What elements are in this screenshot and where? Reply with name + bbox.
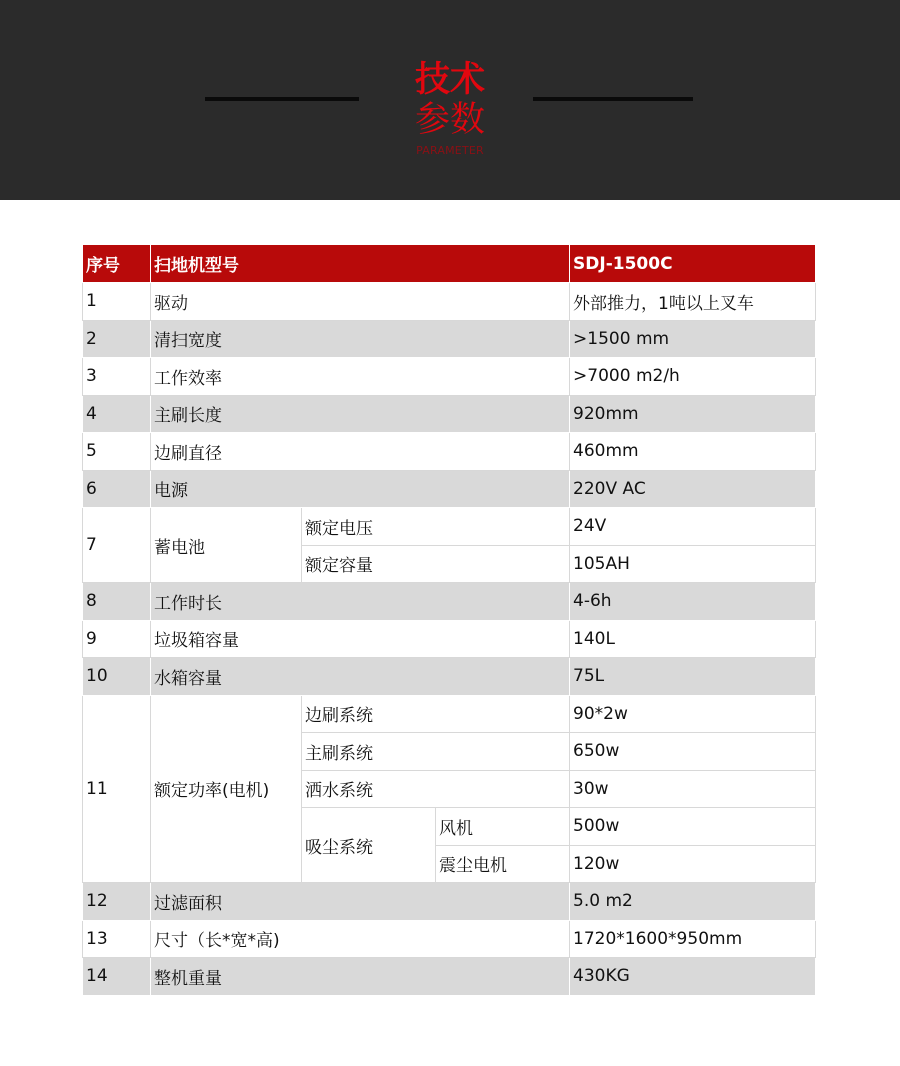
row-no: 10 (83, 658, 151, 696)
row-sub-sub-item: 震尘电机 (436, 845, 570, 883)
table-row (83, 883, 816, 921)
row-value: >1500 mm (570, 320, 816, 358)
row-value: 650w (570, 733, 816, 771)
header-right-rule (533, 97, 693, 101)
table-row (83, 508, 816, 546)
row-value: 1720*1600*950mm (570, 920, 816, 958)
header-model-value: SDJ-1500C (570, 245, 816, 283)
table-row (83, 433, 816, 471)
table-row (83, 620, 816, 658)
row-no: 3 (83, 358, 151, 396)
table-row (83, 395, 816, 433)
table-row (83, 320, 816, 358)
row-value: >7000 m2/h (570, 358, 816, 396)
row-no: 5 (83, 433, 151, 471)
row-value: 105AH (570, 545, 816, 583)
row-no: 2 (83, 320, 151, 358)
row-value: 30w (570, 770, 816, 808)
row-item: 工作效率 (151, 358, 570, 396)
row-value: 24V (570, 508, 816, 546)
row-value: 460mm (570, 433, 816, 471)
row-no: 9 (83, 620, 151, 658)
table-row (83, 658, 816, 696)
row-no: 11 (83, 695, 151, 883)
row-item: 整机重量 (151, 958, 570, 996)
title-line-2: 参数 (414, 100, 485, 140)
header-no: 序号 (83, 245, 151, 283)
row-item: 驱动 (151, 283, 570, 321)
row-value: 外部推力，1吨以上叉车 (570, 283, 816, 321)
row-item: 垃圾箱容量 (151, 620, 570, 658)
page-subtitle: PARAMETER (416, 144, 484, 157)
row-value: 140L (570, 620, 816, 658)
row-item: 边刷直径 (151, 433, 570, 471)
row-item: 清扫宽度 (151, 320, 570, 358)
row-sub-item: 洒水系统 (302, 770, 570, 808)
row-item: 过滤面积 (151, 883, 570, 921)
row-no: 8 (83, 583, 151, 621)
row-value: 430KG (570, 958, 816, 996)
row-no: 1 (83, 283, 151, 321)
row-sub-item: 主刷系统 (302, 733, 570, 771)
table-row (83, 358, 816, 396)
header-banner (0, 0, 900, 200)
table-row (83, 283, 816, 321)
table-row (83, 695, 816, 733)
row-no: 4 (83, 395, 151, 433)
row-value: 500w (570, 808, 816, 846)
row-no: 13 (83, 920, 151, 958)
row-no: 12 (83, 883, 151, 921)
row-no: 7 (83, 508, 151, 583)
row-sub-item: 额定容量 (302, 545, 570, 583)
table-row (83, 920, 816, 958)
spec-table (82, 244, 816, 996)
title-line-1: 技术 (414, 60, 485, 100)
row-sub-item: 额定电压 (302, 508, 570, 546)
row-value: 920mm (570, 395, 816, 433)
row-item: 主刷长度 (151, 395, 570, 433)
row-no: 14 (83, 958, 151, 996)
row-value: 220V AC (570, 470, 816, 508)
table-header-row (83, 245, 816, 283)
table-row (83, 958, 816, 996)
row-sub-item: 边刷系统 (302, 695, 570, 733)
table-row (83, 470, 816, 508)
row-item: 电源 (151, 470, 570, 508)
row-item: 工作时长 (151, 583, 570, 621)
page-title (370, 60, 530, 140)
header-left-rule (205, 97, 359, 101)
row-item: 蓄电池 (151, 508, 302, 583)
row-value: 90*2w (570, 695, 816, 733)
row-value: 4-6h (570, 583, 816, 621)
header-model-label: 扫地机型号 (151, 245, 570, 283)
row-value: 120w (570, 845, 816, 883)
table-row (83, 583, 816, 621)
row-sub-item: 吸尘系统 (302, 808, 436, 883)
row-item: 额定功率(电机) (151, 695, 302, 883)
row-no: 6 (83, 470, 151, 508)
row-sub-sub-item: 风机 (436, 808, 570, 846)
row-value: 75L (570, 658, 816, 696)
row-item: 水箱容量 (151, 658, 570, 696)
row-item: 尺寸（长*宽*高) (151, 920, 570, 958)
row-value: 5.0 m2 (570, 883, 816, 921)
